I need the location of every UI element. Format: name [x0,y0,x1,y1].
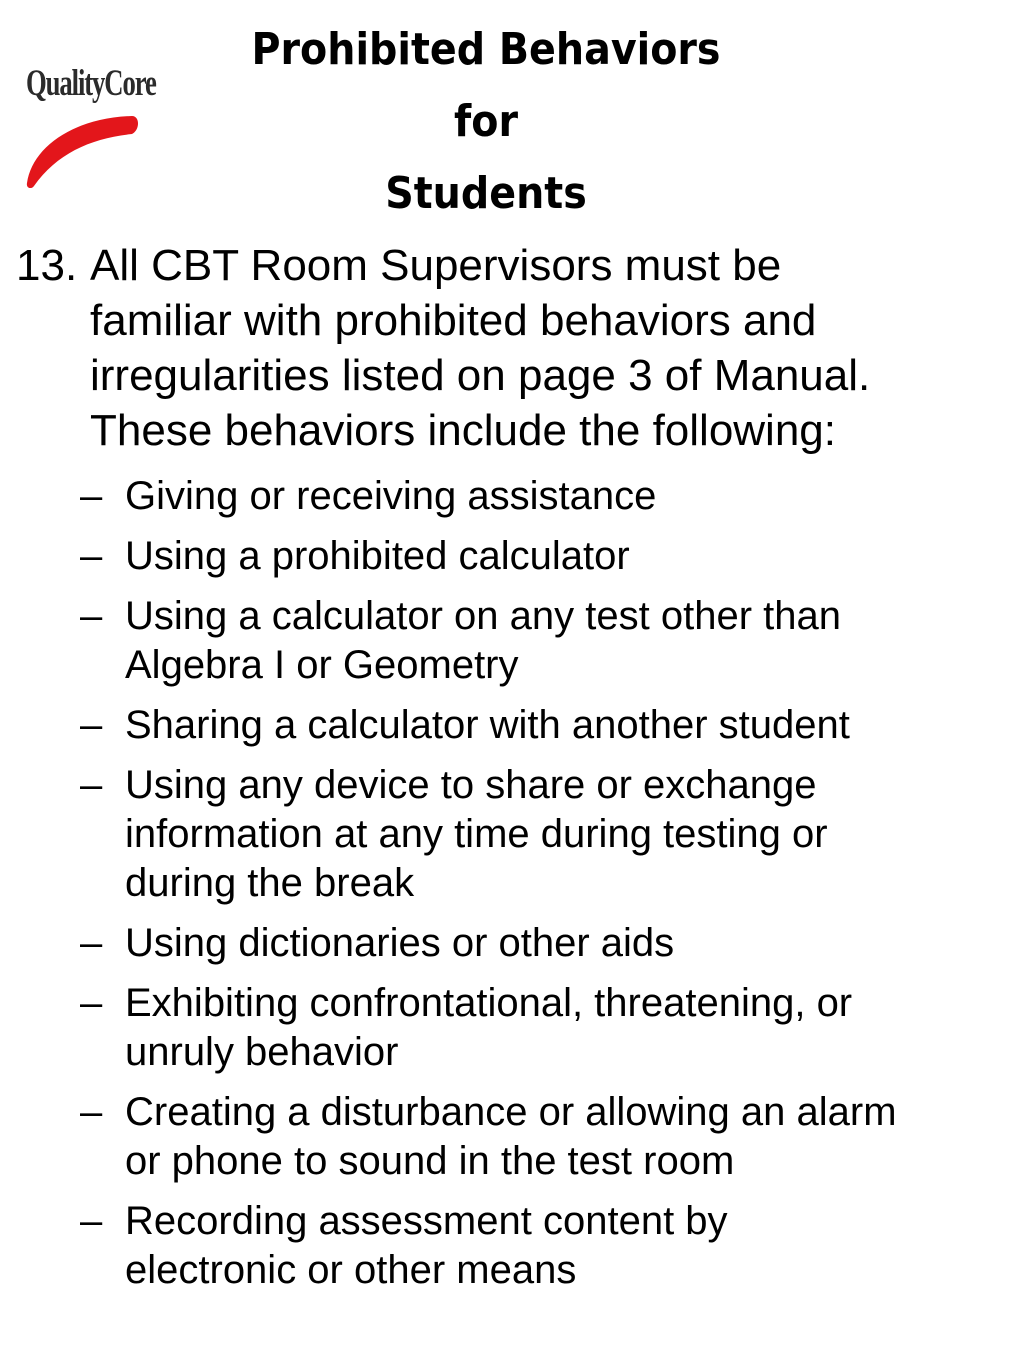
behavior-text: or phone to sound in the test room [125,1139,735,1183]
dash-bullet: – [80,474,103,518]
logo-swoosh-icon [22,108,142,188]
title-line-3: Students [385,168,587,219]
item-text-line: familiar with prohibited behaviors and [90,296,817,345]
behavior-item [0,919,1024,968]
item-text [90,238,1020,458]
dash-bullet: – [80,703,103,747]
item-text-line: All CBT Room Supervisors must be [90,241,782,290]
behavior-text: Using dictionaries or other aids [125,921,675,965]
logo-wordmark: QualityCore [26,63,156,104]
behavior-item [0,1197,1024,1295]
behavior-item [0,701,1024,750]
dash-bullet: – [80,921,103,965]
behavior-text: Using a prohibited calculator [125,534,630,578]
dash-bullet: – [80,534,103,578]
item-text-line: irregularities listed on page 3 of Manual. [90,351,871,400]
title-line-1: Prohibited Behaviors [251,24,721,75]
behavior-item [0,979,1024,1077]
behavior-item [0,592,1024,690]
behavior-text: Creating a disturbance or allowing an alarm [125,1090,897,1134]
dash-bullet: – [80,1090,103,1134]
item-number: 13. [16,241,78,290]
behavior-text: information at any time during testing or [125,812,828,856]
behavior-text: Recording assessment content by [125,1199,728,1243]
title-line-2: for [454,96,518,147]
behavior-text: Algebra I or Geometry [125,643,519,687]
behavior-item [0,761,1024,908]
behavior-text: electronic or other means [125,1248,577,1292]
behavior-item [0,472,1024,521]
behavior-text: Giving or receiving assistance [125,474,657,518]
behaviors-list [0,472,1024,1306]
behavior-item [0,1088,1024,1186]
item-text-line: These behaviors include the following: [90,406,837,455]
qualitycore-logo [22,58,197,188]
dash-bullet: – [80,981,103,1025]
behavior-text: Using a calculator on any test other than [125,594,841,638]
behavior-text: during the break [125,861,415,905]
dash-bullet: – [80,1199,103,1243]
dash-bullet: – [80,763,103,807]
behavior-text: unruly behavior [125,1030,399,1074]
behavior-item [0,532,1024,581]
behavior-text: Using any device to share or exchange [125,763,817,807]
behavior-text: Exhibiting confrontational, threatening, or [125,981,853,1025]
dash-bullet: – [80,594,103,638]
page-title [229,14,744,230]
behavior-text: Sharing a calculator with another student [125,703,850,747]
